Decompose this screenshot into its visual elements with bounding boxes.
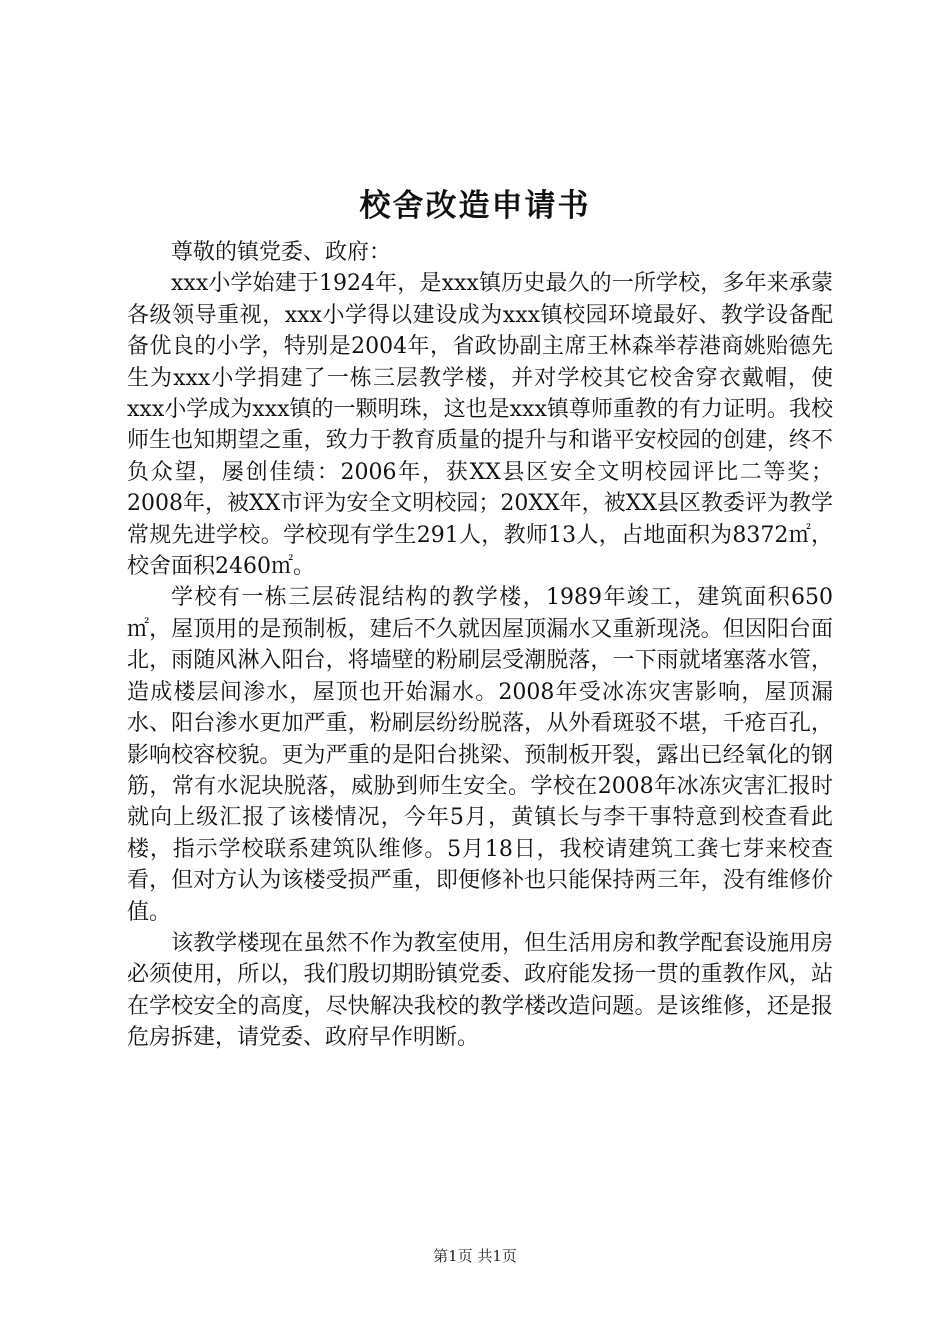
paragraph-building-condition: 学校有一栋三层砖混结构的教学楼，1989年竣工，建筑面积650㎡，屋顶用的是预制板，建后不久就因屋顶漏水又重新现浇。但因阳台面北，雨随风淋入阳台，将墙壁的粉刷层受潮脱落，一下雨就堵塞落水管，造成楼层间渗水，屋顶也开始漏水。2008年受冰冻灾害影响，屋顶漏水、阳台渗水更加严重，粉刷层纷纷脱落，从外看斑驳不堪，千疮百孔，影响校容校貌。更为严重的是阳台挑梁、预制板开裂，露出已经氧化的钢筋，常有水泥块脱落，威胁到师生安全。学校在2008年冰冻灾害汇报时就向上级汇报了该楼情况，今年5月，黄镇长与李干事特意到校查看此楼，指示学校联系建筑队维修。5月18日，我校请建筑工龚七芽来校查看，但对方认为该楼受损严重，即便修补也只能保持两三年，没有维修价值。 [127,585,833,925]
document-body [127,237,833,1054]
document-title: 校舍改造申请书 [359,188,591,224]
salutation: 尊敬的镇党委、政府： [171,240,392,265]
paragraph-request: 该教学楼现在虽然不作为教室使用，但生活用房和教学配套设施用房必须使用，所以，我们殷切期盼镇党委、政府能发扬一贯的重教作风，站在学校安全的高度，尽快解决我校的教学楼改造问题。是该维修，还是报危房拆建，请党委、政府早作明断。 [127,930,833,1051]
paragraph-school-history: xxx小学始建于1924年，是xxx镇历史最久的一所学校，多年来承蒙各级领导重视，xxx小学得以建设成为xxx镇校园环境最好、教学设备配备优良的小学，特别是2004年，省政协副主席王林森举荐港商姚贻德先生为xxx小学捐建了一栋三层教学楼，并对学校其它校舍穿衣戴帽，使xxx小学成为xxx镇的一颗明珠，这也是xxx镇尊师重教的有力证明。我校师生也知期望之重，致力于教育质量的提升与和谐平安校园的创建，终不负众望，屡创佳绩：2006年，获XX县区安全文明校园评比二等奖；2008年，被XX市评为安全文明校园；20XX年，被XX县区教委评为教学常规先进学校。学校现有学生291人，教师13人，占地面积为8372㎡，校舍面积2460㎡。 [127,271,833,580]
page-footer: 第1页 共1页 [433,1247,517,1265]
